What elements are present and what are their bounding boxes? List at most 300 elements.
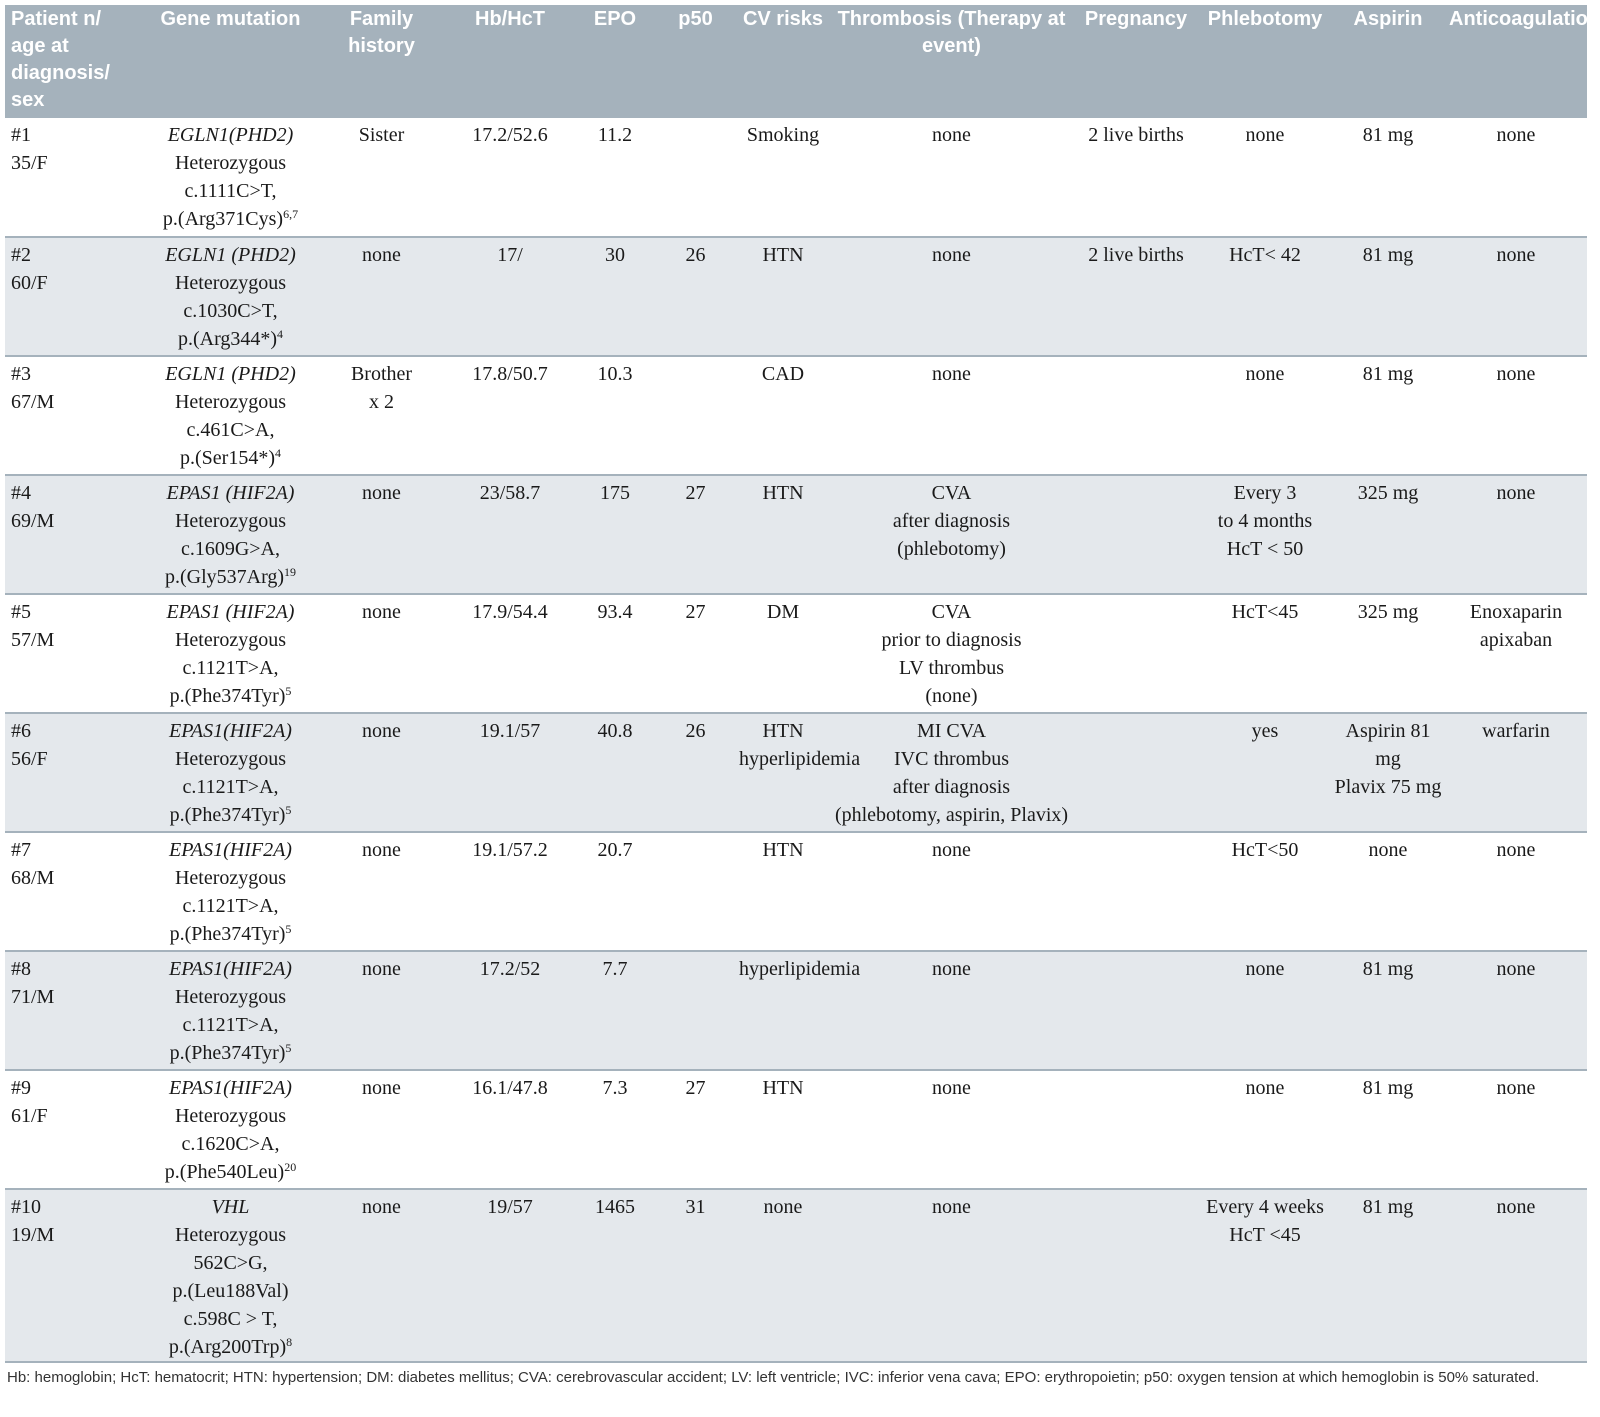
cell-thrombosis [830, 356, 1073, 475]
patient-line: #4 [11, 482, 31, 504]
cell-aspirin [1331, 475, 1445, 594]
col-header-family: Family history [318, 5, 445, 118]
cell-family [318, 832, 445, 951]
cell-aspirin [1331, 356, 1445, 475]
cell-p50 [655, 832, 736, 951]
cell-family [318, 951, 445, 1070]
anticoag-line: none [1496, 958, 1536, 980]
cell-thrombosis [830, 237, 1073, 356]
aspirin-line: 325 mg [1357, 601, 1419, 623]
col-header-hb: Hb/HcT [445, 5, 575, 118]
anticoag-line: none [1496, 124, 1536, 146]
cell-cv [736, 118, 830, 237]
cell-cv [736, 594, 830, 713]
cell-thrombosis [830, 118, 1073, 237]
thrombosis-line: (phlebotomy, aspirin, Plavix) [834, 804, 1069, 826]
gene-line [146, 955, 315, 983]
phlebotomy-line: HcT <45 [1229, 1224, 1301, 1246]
gene-line [146, 654, 315, 682]
cell-phlebotomy [1199, 594, 1331, 713]
cell-hb: 17/ [497, 244, 523, 266]
thrombosis-line: prior to diagnosis [881, 629, 1022, 651]
cell-cv [736, 951, 861, 1070]
cell-phlebotomy [1199, 832, 1331, 951]
family-line: Brother [350, 363, 413, 385]
phlebotomy-line: Every 4 weeks [1206, 1196, 1324, 1218]
gene-line [146, 801, 315, 829]
cell-patient [5, 118, 143, 237]
patient-line: #1 [11, 124, 31, 146]
gene-reference: 4 [274, 446, 281, 460]
family-line: none [362, 1077, 401, 1099]
cell-cv [736, 356, 830, 475]
cell-epo: 40.8 [597, 720, 633, 742]
cell-anticoag [1445, 1070, 1587, 1189]
col-header-thrombosis: Thrombosis (Therapy at event) [830, 5, 1073, 118]
cell-family [318, 356, 445, 475]
patient-line: #10 [11, 1196, 41, 1218]
gene-text: Heterozygous [174, 1224, 287, 1246]
cell-cv [736, 237, 830, 356]
gene-line [146, 177, 315, 205]
cell-p50 [655, 356, 736, 475]
cell-pregnancy [1073, 356, 1199, 475]
gene-line [146, 626, 315, 654]
aspirin-line: 81 mg [1362, 124, 1414, 146]
phlebotomy-line: yes [1251, 720, 1279, 742]
cell-anticoag [1445, 594, 1587, 713]
gene-text: EPAS1(HIF2A) [169, 839, 292, 861]
gene-text: p.(Arg344*) [177, 328, 278, 350]
table-footnote: Hb: hemoglobin; HcT: hematocrit; HTN: hypertension; DM: diabetes mellitus; CVA: cerebrovascular accident; LV: left ventricle; IVC: inferior vena cava; EPO: erythropoietin; p50: oxygen tension at which hemoglobin is 50% saturated. [7, 1369, 1540, 1386]
cell-epo: 7.3 [602, 1077, 628, 1099]
cell-family [318, 713, 445, 832]
cell-family [318, 1189, 445, 1362]
gene-text: c.461C>A, [186, 419, 275, 441]
gene-line [146, 563, 315, 591]
patient-line: 69/M [11, 510, 55, 532]
gene-line [146, 269, 315, 297]
aspirin-line: Aspirin 81 mg [1345, 720, 1431, 770]
table-row [5, 475, 1587, 594]
cell-pregnancy [1073, 118, 1199, 237]
phlebotomy-line: HcT<50 [1231, 839, 1299, 861]
aspirin-line: 325 mg [1357, 482, 1419, 504]
cell-gene [143, 1189, 318, 1362]
gene-text: c.1609G>A, [180, 538, 281, 560]
cell-thrombosis [830, 832, 1073, 951]
gene-line [146, 535, 315, 563]
gene-text: c.1121T>A, [182, 1014, 279, 1036]
cell-hb: 19/57 [487, 1196, 533, 1218]
gene-text: EPAS1(HIF2A) [169, 1077, 292, 1099]
patient-line: #5 [11, 601, 31, 623]
cell-hb: 19.1/57 [479, 720, 541, 742]
table-row [5, 118, 1587, 237]
cell-hb: 17.2/52.6 [472, 124, 548, 146]
table-body [5, 118, 1587, 1362]
cell-pregnancy [1073, 475, 1199, 594]
gene-reference: 5 [285, 684, 292, 698]
gene-reference: 5 [285, 1041, 292, 1055]
cell-gene [143, 713, 318, 832]
patient-line: 67/M [11, 391, 55, 413]
aspirin-line: 81 mg [1362, 363, 1414, 385]
cell-anticoag [1445, 832, 1587, 951]
pregnancy-line: 2 live births [1088, 244, 1184, 266]
thrombosis-line: MI CVA [916, 720, 987, 742]
patient-line: 61/F [11, 1105, 48, 1127]
gene-line [146, 507, 315, 535]
table-row [5, 832, 1587, 951]
cell-patient [5, 832, 143, 951]
gene-line [146, 598, 315, 626]
gene-text: Heterozygous [174, 391, 287, 413]
cell-thrombosis [830, 1070, 1073, 1189]
thrombosis-line: CVA [931, 482, 972, 504]
cell-thrombosis [830, 713, 1073, 832]
patient-line: #6 [11, 720, 31, 742]
anticoag-line: none [1496, 1077, 1536, 1099]
patient-line: #9 [11, 1077, 31, 1099]
cell-phlebotomy [1199, 118, 1331, 237]
gene-text: p.(Gly537Arg) [164, 566, 285, 588]
gene-line [146, 983, 315, 1011]
gene-line [146, 444, 315, 472]
gene-reference: 19 [284, 565, 297, 579]
cell-phlebotomy [1199, 713, 1331, 832]
gene-line [146, 1074, 315, 1102]
cell-family [318, 475, 445, 594]
cell-family [318, 594, 445, 713]
gene-text: p.(Phe374Tyr) [169, 923, 286, 945]
gene-line [146, 1221, 315, 1249]
cell-pregnancy [1073, 832, 1199, 951]
gene-text: 562C>G, [193, 1252, 268, 1274]
cell-thrombosis [830, 1189, 1073, 1362]
col-header-cv: CV risks [736, 5, 830, 118]
gene-text: Heterozygous [174, 510, 287, 532]
family-line: x 2 [369, 391, 394, 413]
gene-text: EPAS1(HIF2A) [169, 958, 292, 980]
gene-text: c.1620C>A, [181, 1133, 280, 1155]
cell-epo: 10.3 [597, 363, 633, 385]
gene-text: p.(Phe540Leu) [164, 1161, 285, 1183]
cell-hb: 17.8/50.7 [472, 363, 548, 385]
cell-aspirin [1331, 832, 1445, 951]
patient-line: 56/F [11, 748, 48, 770]
gene-reference: 5 [285, 922, 292, 936]
cv-line: Smoking [746, 124, 820, 146]
cell-phlebotomy [1199, 1189, 1331, 1362]
anticoag-line: none [1496, 839, 1536, 861]
patient-line: 71/M [11, 986, 55, 1008]
cell-epo: 11.2 [597, 124, 633, 146]
cell-phlebotomy [1199, 951, 1331, 1070]
anticoag-line: Enoxaparin [1469, 601, 1563, 623]
gene-text: EGLN1 (PHD2) [165, 363, 296, 385]
anticoag-line: none [1496, 363, 1536, 385]
cv-line: DM [766, 601, 800, 623]
cv-line: CAD [761, 363, 805, 385]
aspirin-line: 81 mg [1362, 1196, 1414, 1218]
gene-line [146, 864, 315, 892]
cell-pregnancy [1073, 237, 1199, 356]
cv-line: hyperlipidemia [739, 748, 861, 770]
col-header-pregnancy: Pregnancy [1073, 5, 1199, 118]
col-header-anticoag: Anticoagulation [1445, 5, 1587, 118]
cell-phlebotomy [1199, 475, 1331, 594]
table-row [5, 1189, 1587, 1362]
cell-gene [143, 1070, 318, 1189]
thrombosis-line: none [932, 839, 971, 861]
gene-line [146, 1277, 315, 1305]
cell-p50: 27 [685, 1077, 706, 1099]
gene-line [146, 1305, 315, 1333]
aspirin-line: none [1368, 839, 1408, 861]
cell-epo: 1465 [595, 1196, 635, 1218]
gene-line [146, 360, 315, 388]
col-header-aspirin: Aspirin [1331, 5, 1445, 118]
cell-aspirin [1331, 1070, 1445, 1189]
gene-line [146, 149, 315, 177]
cell-gene [143, 475, 318, 594]
cell-aspirin [1331, 713, 1445, 832]
phlebotomy-line: HcT< 42 [1229, 244, 1301, 266]
family-line: none [362, 244, 401, 266]
gene-line [146, 1102, 315, 1130]
cell-gene [143, 237, 318, 356]
cell-patient [5, 1189, 143, 1362]
cv-line: HTN [762, 839, 804, 861]
gene-text: EPAS1 (HIF2A) [166, 482, 295, 504]
gene-text: Heterozygous [174, 152, 287, 174]
col-header-gene: Gene mutation [143, 5, 318, 118]
cell-hb: 23/58.7 [479, 482, 541, 504]
thrombosis-line: none [932, 1196, 971, 1218]
gene-text: p.(Phe374Tyr) [169, 685, 286, 707]
family-line: none [362, 958, 401, 980]
cell-gene [143, 118, 318, 237]
family-line: none [362, 601, 401, 623]
gene-text: p.(Phe374Tyr) [169, 1042, 286, 1064]
gene-reference: 6,7 [283, 207, 299, 221]
gene-line [146, 1249, 315, 1277]
aspirin-line: 81 mg [1362, 1077, 1414, 1099]
gene-line [146, 717, 315, 745]
gene-text: Heterozygous [174, 629, 287, 651]
gene-line [146, 773, 315, 801]
gene-line [146, 241, 315, 269]
gene-text: p.(Leu188Val) [172, 1280, 289, 1302]
phlebotomy-line: none [1245, 1077, 1285, 1099]
patient-table [5, 5, 1600, 1363]
cell-aspirin [1331, 118, 1445, 237]
cell-pregnancy [1073, 1189, 1199, 1362]
thrombosis-line: (phlebotomy) [897, 538, 1006, 560]
aspirin-line: 81 mg [1362, 958, 1414, 980]
phlebotomy-line: none [1245, 363, 1285, 385]
gene-text: EGLN1(PHD2) [167, 124, 294, 146]
cell-anticoag [1445, 951, 1587, 1070]
gene-text: Heterozygous [174, 272, 287, 294]
cell-pregnancy [1073, 951, 1199, 1070]
cell-family [318, 1070, 445, 1189]
gene-reference: 20 [284, 1160, 297, 1174]
gene-reference: 8 [286, 1335, 293, 1349]
cv-line: HTN [762, 1077, 804, 1099]
gene-line [146, 416, 315, 444]
thrombosis-line: none [932, 958, 971, 980]
col-header-phlebotomy: Phlebotomy [1199, 5, 1331, 118]
patient-line: #2 [11, 244, 31, 266]
gene-text: EGLN1 (PHD2) [165, 244, 296, 266]
gene-text: c.1121T>A, [182, 895, 279, 917]
thrombosis-line: LV thrombus [898, 657, 1005, 679]
cell-patient [5, 594, 143, 713]
cell-phlebotomy [1199, 237, 1331, 356]
cell-hb: 16.1/47.8 [472, 1077, 548, 1099]
pregnancy-line: 2 live births [1088, 124, 1184, 146]
cell-cv [736, 475, 830, 594]
anticoag-line: none [1496, 482, 1536, 504]
gene-text: EPAS1(HIF2A) [169, 720, 292, 742]
cell-hb: 17.9/54.4 [472, 601, 548, 623]
cell-p50 [655, 118, 736, 237]
col-header-patient: Patient n/ age at diagnosis/ sex [5, 5, 143, 118]
cell-thrombosis [830, 475, 1073, 594]
cell-patient [5, 713, 143, 832]
thrombosis-line: IVC thrombus [894, 748, 1009, 770]
table-header [5, 5, 1600, 118]
cell-epo: 93.4 [597, 601, 633, 623]
cell-anticoag [1445, 356, 1587, 475]
gene-reference: 5 [285, 803, 292, 817]
gene-line [146, 1158, 315, 1186]
gene-text: VHL [211, 1196, 250, 1218]
gene-line [146, 836, 315, 864]
table-row [5, 356, 1587, 475]
anticoag-line: none [1496, 1196, 1536, 1218]
gene-reference: 4 [277, 327, 284, 341]
cell-pregnancy [1073, 594, 1199, 713]
table-row [5, 237, 1587, 356]
gene-text: c.598C > T, [183, 1308, 278, 1330]
patient-line: 19/M [11, 1224, 55, 1246]
table-row [5, 713, 1587, 832]
gene-text: Heterozygous [174, 867, 287, 889]
cell-patient [5, 1070, 143, 1189]
cv-line: none [763, 1196, 803, 1218]
family-line: none [362, 839, 401, 861]
phlebotomy-line: none [1245, 124, 1285, 146]
gene-text: p.(Ser154*) [180, 447, 275, 469]
phlebotomy-line: Every 3 [1233, 482, 1297, 504]
thrombosis-line: none [932, 1077, 971, 1099]
cell-cv [736, 832, 830, 951]
cell-thrombosis [830, 951, 1073, 1070]
cell-gene [143, 594, 318, 713]
patient-line: 60/F [11, 272, 48, 294]
gene-line [146, 1130, 315, 1158]
cell-pregnancy [1073, 1070, 1199, 1189]
cell-epo: 20.7 [597, 839, 633, 861]
family-line: Sister [358, 124, 405, 146]
cell-patient [5, 475, 143, 594]
cell-thrombosis [830, 594, 1073, 713]
cell-epo: 175 [600, 482, 630, 504]
thrombosis-line: none [932, 244, 971, 266]
cell-hb: 19.1/57.2 [472, 839, 548, 861]
aspirin-line: Plavix 75 mg [1334, 776, 1442, 798]
gene-line [146, 920, 315, 948]
cell-anticoag [1445, 475, 1587, 594]
patient-line: 68/M [11, 867, 55, 889]
thrombosis-line: after diagnosis [892, 510, 1011, 532]
gene-line [146, 205, 315, 233]
thrombosis-line: none [932, 363, 971, 385]
cell-patient [5, 951, 143, 1070]
phlebotomy-line: none [1245, 958, 1285, 980]
cell-epo: 30 [605, 244, 625, 266]
gene-text: c.1030C>T, [183, 300, 278, 322]
gene-line [146, 892, 315, 920]
gene-text: Heterozygous [174, 986, 287, 1008]
thrombosis-line: none [932, 124, 971, 146]
gene-text: c.1121T>A, [182, 657, 279, 679]
cv-line: hyperlipidemia [739, 958, 861, 980]
gene-text: Heterozygous [174, 748, 287, 770]
header-row [5, 5, 1587, 118]
col-header-p50: p50 [655, 5, 736, 118]
cv-line: HTN [762, 720, 804, 742]
family-line: none [362, 720, 401, 742]
table-row [5, 951, 1587, 1070]
gene-line [146, 1193, 315, 1221]
cell-gene [143, 832, 318, 951]
gene-line [146, 388, 315, 416]
patient-line: #8 [11, 958, 31, 980]
cell-pregnancy [1073, 713, 1199, 832]
document [5, 5, 1600, 1388]
table-row [5, 1070, 1587, 1189]
cell-aspirin [1331, 1189, 1445, 1362]
col-header-epo: EPO [575, 5, 655, 118]
cell-anticoag [1445, 713, 1587, 832]
gene-line [146, 745, 315, 773]
thrombosis-line: (none) [925, 685, 978, 707]
cell-anticoag [1445, 118, 1587, 237]
gene-line [146, 121, 315, 149]
table-row [5, 594, 1587, 713]
gene-line [146, 297, 315, 325]
patient-line: 35/F [11, 152, 48, 174]
phlebotomy-line: HcT<45 [1231, 601, 1299, 623]
gene-line [146, 1333, 315, 1361]
cell-gene [143, 356, 318, 475]
thrombosis-line: CVA [931, 601, 972, 623]
cell-epo: 7.7 [602, 958, 628, 980]
aspirin-line: 81 mg [1362, 244, 1414, 266]
family-line: none [362, 1196, 401, 1218]
patient-line: #7 [11, 839, 31, 861]
cell-hb: 17.2/52 [479, 958, 541, 980]
anticoag-line: apixaban [1479, 629, 1553, 651]
gene-text: EPAS1 (HIF2A) [166, 601, 295, 623]
phlebotomy-line: HcT < 50 [1226, 538, 1304, 560]
gene-text: p.(Arg371Cys) [162, 208, 284, 230]
cell-p50: 26 [685, 720, 706, 742]
